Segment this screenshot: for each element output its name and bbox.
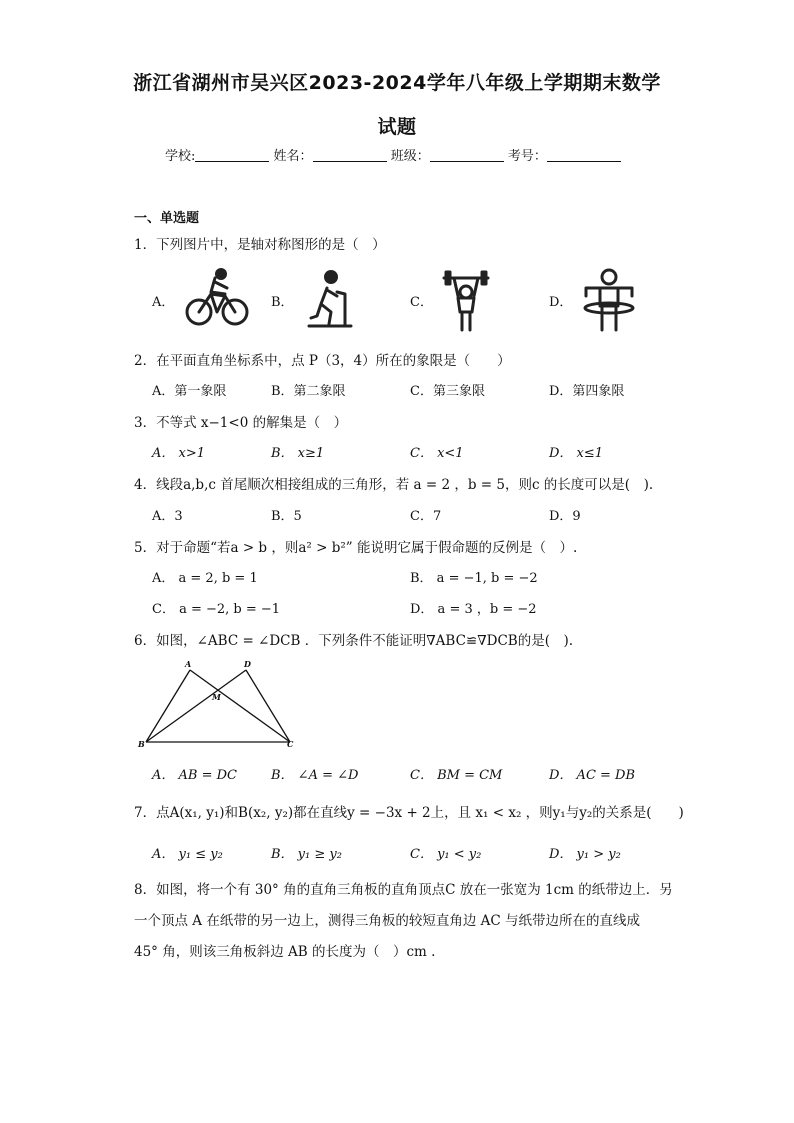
q2-option-c: C．第三象限 — [410, 384, 485, 399]
question-8-line-2: 一个顶点 A 在纸带的另一边上，测得三角板的较短直角边 AC 与纸带边所在的直线成 — [134, 913, 640, 929]
question-6-stem: 6．如图，∠ABC = ∠DCB ．下列条件不能证明∇ABC≌∇DCB的是( ). — [134, 633, 574, 649]
question-3-stem: 3．不等式 x−1<0 的解集是（ ） — [134, 415, 348, 431]
q1-option-c-label: C． — [410, 295, 433, 310]
name-blank — [313, 147, 387, 162]
segment-ac — [190, 670, 290, 742]
question-5-stem: 5．对于命题“若a > b ，则a² > b²” 能说明它属于假命题的反例是（ ）. — [134, 540, 578, 556]
title-line-1: 浙江省湖州市吴兴区2023-2024学年八年级上学期期末数学 — [133, 72, 661, 94]
q1-option-a-label: A． — [152, 295, 175, 310]
q5-option-b: B． a = −1, b = −2 — [410, 571, 538, 586]
q6-option-d: D． AC = DB — [549, 768, 636, 783]
class-label: 班级： — [390, 149, 430, 164]
number-label: 考号： — [507, 149, 547, 164]
question-8-line-3: 45° 角，则该三角板斜边 AB 的长度为（ ）cm . — [134, 944, 436, 960]
point-b-label: B — [138, 739, 145, 749]
point-a-label: A — [185, 659, 192, 669]
hula-hoop-icon — [582, 268, 636, 334]
q5-option-a: A． a = 2, b = 1 — [152, 571, 258, 586]
q7-option-b: B． y₁ ≥ y₂ — [271, 847, 342, 862]
q2-option-a: A．第一象限 — [152, 384, 227, 399]
q2-option-d: D．第四象限 — [549, 384, 625, 399]
q4-option-d: D．9 — [549, 509, 581, 524]
q7-option-c: C． y₁ < y₂ — [410, 847, 482, 862]
q3-option-a: A． x>1 — [152, 446, 206, 461]
q7-option-a: A． y₁ ≤ y₂ — [152, 847, 223, 862]
school-blank — [195, 147, 269, 162]
point-c-label: C — [287, 739, 294, 749]
question-8-line-1: 8．如图，将一个有 30° 角的直角三角板的直角顶点C 放在一张宽为 1cm 的纸带边上．另 — [134, 882, 673, 898]
segment-dc — [246, 670, 290, 742]
q4-option-a: A．3 — [152, 509, 183, 524]
q6-option-a: A． AB = DC — [152, 768, 237, 783]
treadmill-runner-icon — [305, 268, 355, 332]
point-m-label: M — [212, 692, 221, 702]
weightlifter-icon — [440, 268, 492, 332]
q3-option-c: C． x<1 — [410, 446, 464, 461]
q3-option-d: D． x≤1 — [549, 446, 604, 461]
question-4-stem: 4．线段a,b,c 首尾顺次相接组成的三角形，若 a = 2 ，b = 5，则c 的长度可以是( ). — [134, 477, 654, 493]
segment-bd — [146, 670, 246, 742]
class-blank — [430, 147, 504, 162]
segment-ba — [146, 670, 190, 742]
q6-option-c: C． BM = CM — [410, 768, 503, 783]
question-7-stem: 7．点A(x₁, y₁)和B(x₂, y₂)都在直线y = −3x + 2上，且 x₁ < x₂ ，则y₁与y₂的关系是( ) — [134, 805, 684, 821]
q4-option-c: C．7 — [410, 509, 442, 524]
point-d-label: D — [244, 659, 251, 669]
question-1-stem: 1．下列图片中，是轴对称图形的是（ ） — [134, 237, 386, 253]
question-2-stem: 2．在平面直角坐标系中，点 P（3，4）所在的象限是（ ） — [134, 353, 511, 369]
name-label: 姓名： — [273, 149, 313, 164]
title-line-2: 试题 — [377, 116, 417, 138]
info-row — [165, 145, 621, 164]
q5-option-d: D． a = 3 ，b = −2 — [410, 602, 537, 617]
q7-option-d: D． y₁ > y₂ — [549, 847, 621, 862]
school-label: 学校: — [165, 149, 196, 164]
q1-option-d-label: D． — [549, 295, 573, 310]
q3-option-b: B． x≥1 — [271, 446, 325, 461]
number-blank — [547, 147, 621, 162]
q1-option-b-label: B． — [271, 295, 294, 310]
q6-triangle-figure — [134, 658, 304, 752]
q5-option-c: C． a = −2, b = −1 — [152, 602, 281, 617]
section-title: 一、单选题 — [134, 211, 200, 226]
q6-option-b: B． ∠A = ∠D — [271, 768, 359, 783]
q4-option-b: B．5 — [271, 509, 302, 524]
cyclist-icon — [185, 266, 249, 328]
q2-option-b: B．第二象限 — [271, 384, 346, 399]
